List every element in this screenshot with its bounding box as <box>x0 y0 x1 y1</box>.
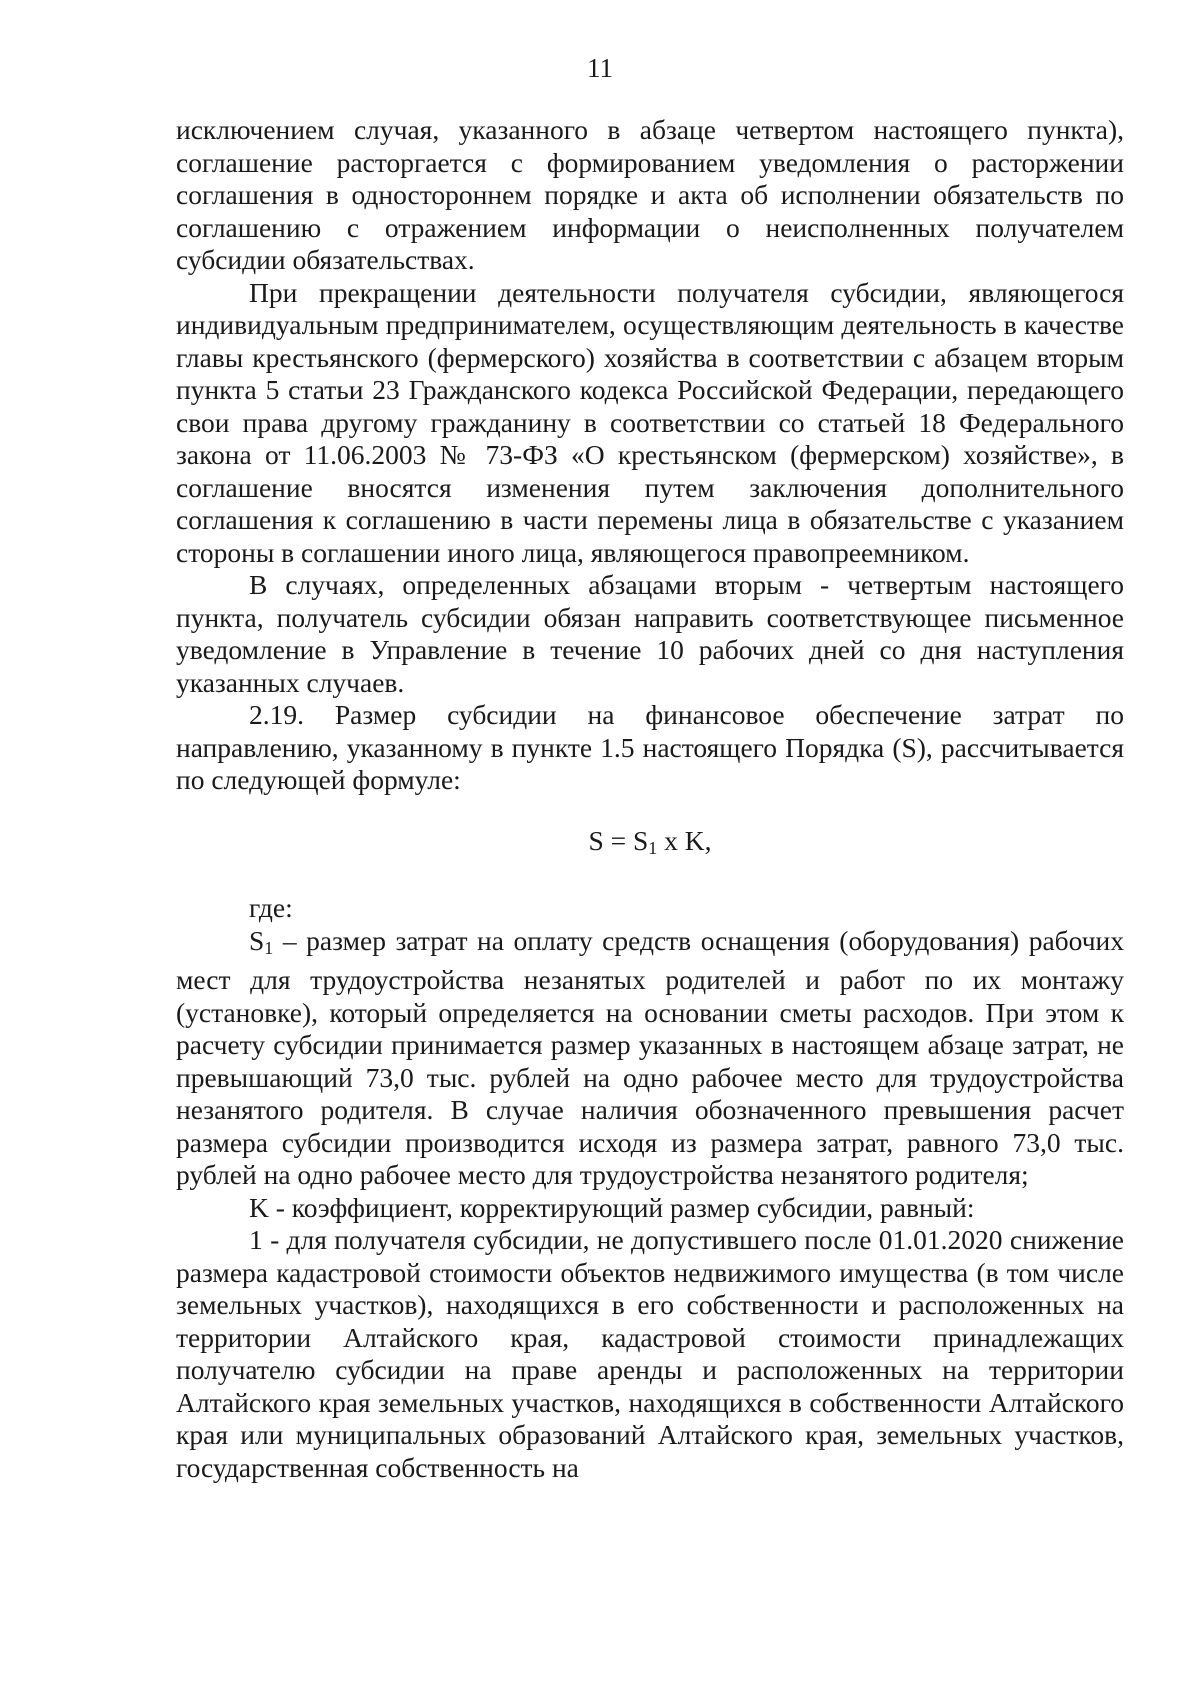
paragraph-2-19: 2.19. Размер субсидии на финансовое обеспечение затрат по направлению, указанному в пункте 1.5 настоящего Порядка (S), рассчитывается по следующей формуле: <box>176 699 1124 795</box>
paragraph-where: где: <box>249 892 293 923</box>
s1-definition-text: – размер затрат на оплату средств оснащения (оборудования) рабочих мест для трудоустройства незанятых родителей и работ по их монтажу (установке), который определяется на основании сметы расходов. При этом к расчету субсидии принимается размер указанных в настоящем абзаце затрат, не превышающий 73,0 тыс. рублей на одно рабочее место для трудоустройства незанятого родителя. В случае наличия обозначенного превышения расчет размера субсидии производится исходя из размера затрат, равного 73,0 тыс. рублей на одно рабочее место для трудоустройства незанятого родителя; <box>176 924 1124 1190</box>
paragraph-notification: В случаях, определенных абзацами вторым - четвертым настоящего пункта, получатель субсидии обязан направить соответствующее письменное уведомление в Управление в течение 10 рабочих дней со дня наступления указанных случаев. <box>176 569 1124 698</box>
paragraph-k-value-1: 1 - для получателя субсидии, не допустившего после 01.01.2020 снижение размера кадастровой стоимости объектов недвижимого имущества (в том числе земельных участков), находящихся в его собственности и расположенных на территории Алтайского края, кадастровой стоимости принадлежащих получателю субсидии на праве аренды и расположенных на территории Алтайского края земельных участков, находящихся в собственности Алтайского края или муниципальных образований Алтайского края, земельных участков, государственная собственность на <box>176 1224 1124 1483</box>
formula-left: S = S <box>588 824 649 856</box>
paragraph-continuation: исключением случая, указанного в абзаце четвертом настоящего пункта), соглашение расторгается с формированием уведомления о расторжении соглашения в одностороннем порядке и акта об исполнении обязательств по соглашению с отражением информации о неисполненных получателем субсидии обязательствах. <box>176 114 1124 275</box>
page-number: 11 <box>587 53 613 83</box>
s1-term-subscript: 1 <box>264 937 274 958</box>
document-body <box>176 114 1124 1484</box>
formula-right: x K, <box>657 824 712 856</box>
paragraph-termination-farmer: При прекращении деятельности получателя субсидии, являющегося индивидуальным предпринимателем, осуществляющим деятельность в качестве главы крестьянского (фермерского) хозяйства в соответствии с абзацем вторым пункта 5 статьи 23 Гражданского кодекса Российской Федерации, передающего свои права другому гражданину в соответствии со статьей 18 Федерального закона от 11.06.2003 № 73-ФЗ «О крестьянском (фермерском) хозяйстве», в соглашение вносятся изменения путем заключения дополнительного соглашения к соглашению в части перемены лица в обязательстве с указанием стороны в соглашении иного лица, являющегося правопреемником. <box>176 276 1124 568</box>
paragraph-k-definition: K - коэффициент, корректирующий размер субсидии, равный: <box>249 1191 975 1223</box>
formula-subscript: 1 <box>648 837 658 858</box>
formula <box>176 825 1124 865</box>
paragraph-s1-definition <box>176 925 1124 1192</box>
s1-term: S <box>249 924 265 956</box>
